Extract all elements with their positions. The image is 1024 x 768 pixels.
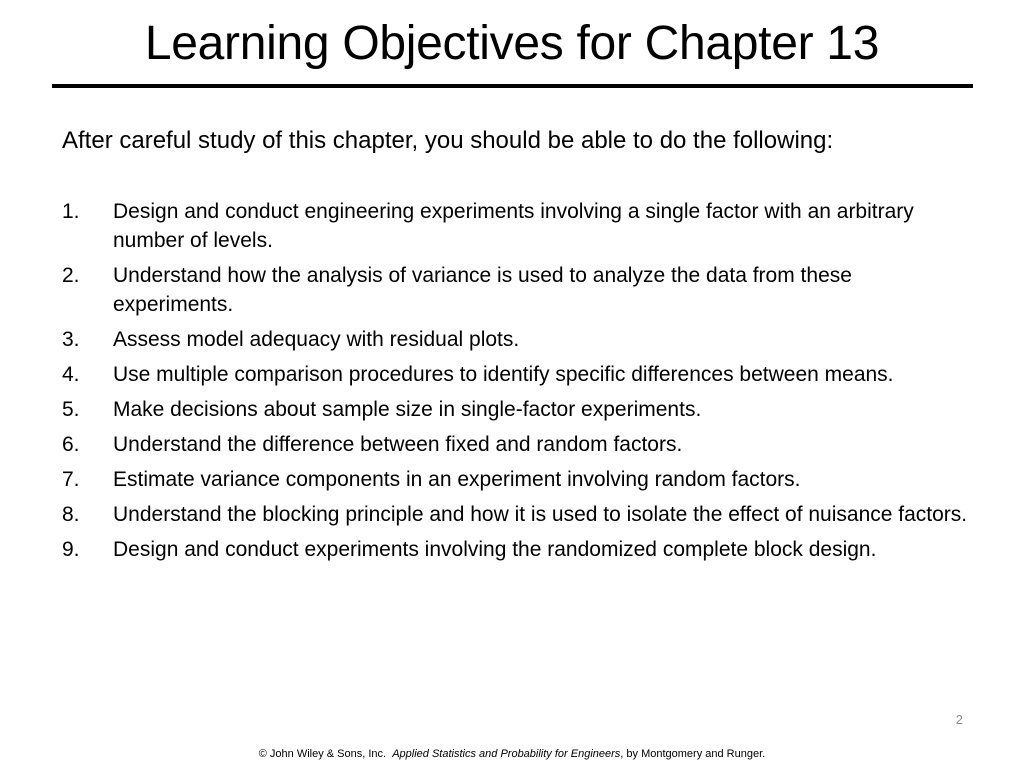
objective-text: Assess model adequacy with residual plots. [113,328,520,351]
objective-number: 9. [62,538,80,561]
objective-item [62,500,972,529]
slide-title: Learning Objectives for Chapter 13 [144,17,880,70]
objective-item [62,197,972,255]
objective-item [62,430,972,459]
objective-number: 7. [62,468,80,491]
objective-text: Design and conduct engineering experiments involving a single factor with an arbitrary number of levels. [113,200,914,252]
footer-citation [0,748,1024,760]
objectives-list [62,197,972,570]
objective-item [62,360,972,389]
objective-item [62,261,972,319]
objective-text: Understand the difference between fixed and random factors. [113,433,683,456]
objective-text: Understand the blocking principle and how it is used to isolate the effect of nuisance factors. [113,503,968,526]
footer-authors: , by Montgomery and Runger. [620,748,766,760]
intro-text: After careful study of this chapter, you should be able to do the following: [62,127,834,154]
footer-copyright: © John Wiley & Sons, Inc. [258,748,387,760]
objective-item [62,325,972,354]
objective-text: Use multiple comparison procedures to identify specific differences between means. [113,363,894,386]
objective-number: 8. [62,503,80,526]
title-underline [52,84,973,88]
objective-number: 3. [62,328,80,351]
objective-text: Estimate variance components in an experiment involving random factors. [113,468,801,491]
objective-number: 2. [62,264,80,287]
objective-text: Understand how the analysis of variance is used to analyze the data from these experiments. [113,264,852,316]
objective-item [62,395,972,424]
objective-text: Make decisions about sample size in single-factor experiments. [113,398,702,421]
objective-number: 4. [62,363,80,386]
objective-item [62,535,972,564]
page-number: 2 [955,712,963,727]
objective-number: 5. [62,398,80,421]
footer-book-title: Applied Statistics and Probability for Engineers [392,748,621,760]
objective-item [62,465,972,494]
objective-number: 6. [62,433,80,456]
objective-text: Design and conduct experiments involving the randomized complete block design. [113,538,877,561]
objective-number: 1. [62,200,80,223]
